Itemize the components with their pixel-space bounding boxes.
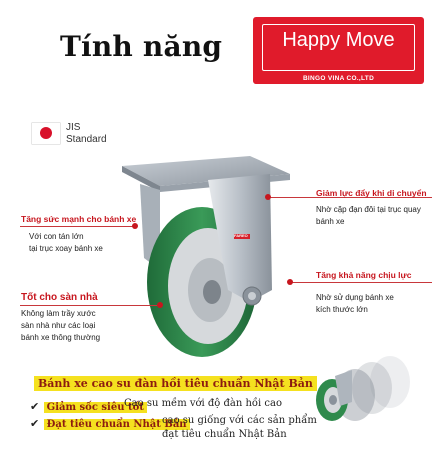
callout-desc-line: Nhờ cặp đạn đôi tại trục quay (316, 205, 421, 214)
caster-wheel-illustration (100, 140, 320, 370)
brand-name: Happy Move (282, 29, 395, 51)
brand-logo-frame (262, 24, 415, 71)
jis-label: JIS (66, 122, 81, 133)
standard-label: Standard (66, 134, 107, 145)
callout-dot-mid-left (157, 302, 163, 308)
brand-subtitle: BINGO VINA CO.,LTD (302, 75, 375, 82)
checkmark-icon: ✔ (30, 401, 40, 413)
japan-flag-icon (32, 123, 60, 144)
callout-dot-top-right (265, 194, 271, 200)
callout-line-mid-right (290, 282, 432, 283)
callout-desc-line: bánh xe (316, 217, 345, 226)
page-title: Tính năng (60, 30, 223, 63)
callout-title-strength: Tăng sức mạnh cho bánh xe (21, 214, 137, 224)
callout-desc-line: tại trục xoay bánh xe (29, 244, 103, 253)
callout-desc-line: kích thước lớn (316, 305, 368, 314)
callout-desc-strength (29, 231, 103, 255)
callout-desc-floor (21, 308, 100, 344)
callout-desc-line: sàn nhà như các loại (21, 321, 96, 330)
feature-banner: Bánh xe cao su đàn hồi tiêu chuẩn Nhật Bản (34, 376, 317, 391)
callout-dot-mid-right (287, 279, 293, 285)
callout-title-floor: Tốt cho sàn nhà (21, 292, 98, 303)
callout-line-mid-left (20, 305, 160, 306)
callout-desc-line: bánh xe thông thường (21, 333, 101, 342)
callout-line-top-left (20, 226, 134, 227)
feature-text-line2: đạt tiêu chuẩn Nhật Bản (162, 429, 287, 440)
moving-caster-illustration (300, 340, 440, 450)
callout-desc-load (316, 292, 394, 316)
callout-title-push: Giảm lực đẩy khi di chuyển (316, 188, 427, 198)
feature-text: cao su giống với các sản phẩm (162, 415, 317, 426)
feature-label: Đạt tiêu chuẩn Nhật Bản (44, 419, 190, 430)
feature-label: Giảm sốc siêu tốt (44, 402, 147, 413)
callout-desc-push (316, 204, 421, 228)
callout-desc-line: Với con tán lớn (29, 232, 84, 241)
brand-logo (253, 17, 424, 84)
callout-desc-line: Nhờ sử dụng bánh xe (316, 293, 394, 302)
checkmark-icon: ✔ (30, 418, 40, 430)
product-label: FAREO (234, 233, 248, 238)
feature-text: Cao su mềm với độ đàn hồi cao (124, 398, 283, 409)
callout-title-load: Tăng khả năng chịu lực (316, 270, 412, 280)
callout-desc-line: Không làm trầy xước (21, 309, 96, 318)
